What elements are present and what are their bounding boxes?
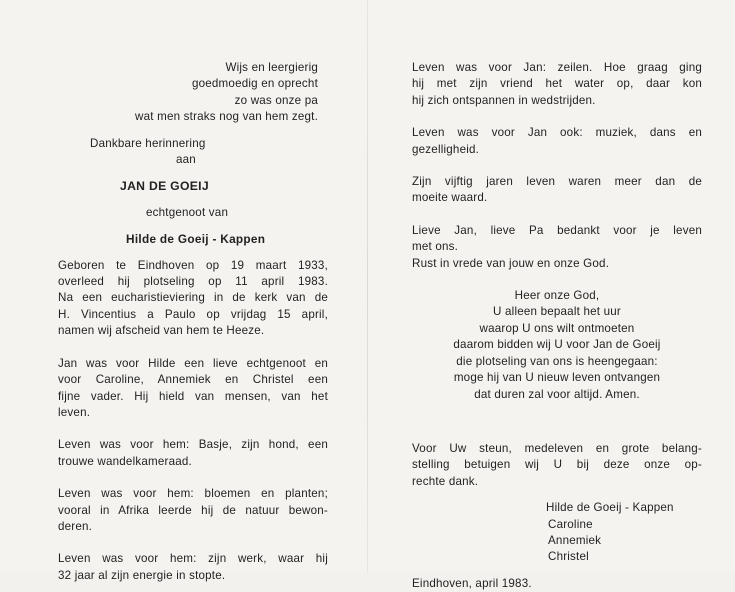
text-line: namen wij afscheid van hem te Heeze. <box>58 324 265 338</box>
place-date: Eindhoven, april 1983. <box>412 576 532 590</box>
memory-line: aan <box>176 153 196 167</box>
paragraph <box>412 60 702 109</box>
text-line: trouwe wandelkameraad. <box>58 454 192 468</box>
paragraph <box>412 174 702 207</box>
paragraph <box>58 437 328 470</box>
text-line: met ons. <box>412 240 459 254</box>
prayer-line: daarom bidden wij U voor Jan de Goeij <box>453 338 661 352</box>
deceased-name: JAN DE GOEIJ <box>120 179 209 194</box>
text-line: Voor Uw steun, medeleven en grote belang- <box>412 441 702 455</box>
prayer-line: U alleen bepaalt het uur <box>493 305 621 319</box>
text-line: 32 jaar al zijn energie in stopte. <box>58 568 226 582</box>
prayer-line: waarop U ons wilt ontmoeten <box>479 321 635 335</box>
spouse-of-label: echtgenoot van <box>146 205 229 219</box>
memory-line: Dankbare herinnering <box>90 136 206 150</box>
text-line: Na een eucharistieviering in de kerk van de <box>58 291 328 305</box>
paragraph <box>412 125 702 158</box>
left-page <box>58 60 328 584</box>
text-line: Leven was voor hem: bloemen en planten; <box>58 487 328 501</box>
text-line: Leven was voor hem: Basje, zijn hond, een <box>58 438 328 452</box>
family-name: Hilde de Goeij - Kappen <box>546 501 674 515</box>
right-page <box>412 60 702 592</box>
text-line: H. Vincentius a Paulo op vrijdag 15 april, <box>58 307 328 321</box>
poem-line: Wijs en leergierig <box>225 61 318 74</box>
text-line: Jan was voor Hilde een lieve echtgenoot en <box>58 356 328 370</box>
text-line: voor Caroline, Annemiek en Christel een <box>58 373 328 387</box>
text-line: Leven was voor hem: zijn werk, waar hij <box>58 552 328 566</box>
text-line: stelling betuigen wij U bij deze onze op- <box>412 458 702 472</box>
text-line: moeite waard. <box>412 191 488 205</box>
spouse-name: Hilde de Goeij - Kappen <box>126 232 266 247</box>
text-line: overleed hij plotseling op 11 april 1983. <box>58 275 328 289</box>
text-line: Geboren te Eindhoven op 19 maart 1933, <box>58 258 328 272</box>
text-line: leven. <box>58 405 91 419</box>
prayer-line: die plotseling van ons is heengegaan: <box>456 354 658 368</box>
prayer-line: moge hij van U nieuw leven ontvangen <box>453 371 661 385</box>
paragraph <box>58 486 328 535</box>
poem-line: zo was onze pa <box>234 93 318 107</box>
paragraph <box>58 356 328 422</box>
prayer <box>412 288 702 403</box>
prayer-line: Heer onze God, <box>514 289 600 303</box>
family-name: Caroline <box>548 517 593 531</box>
text-line: deren. <box>58 519 93 533</box>
text-line: Lieve Jan, lieve Pa bedankt voor je leven <box>412 223 702 237</box>
paragraph <box>58 551 328 584</box>
text-line: hij met zijn vriend het water op, daar kon <box>412 77 702 91</box>
poem-line: wat men straks nog van hem zegt. <box>135 110 318 124</box>
family-name: Annemiek <box>548 533 602 547</box>
family-name: Christel <box>548 550 589 564</box>
thanks-paragraph <box>412 441 702 490</box>
poem-line: goedmoedig en oprecht <box>191 77 318 91</box>
prayer-line: dat duren zal voor altijd. Amen. <box>474 387 640 401</box>
poem <box>58 60 328 126</box>
text-line: hij zich ontspannen in wedstrijden. <box>412 93 596 107</box>
text-line: vooral in Afrika leerde hij de natuur bewon- <box>58 503 328 517</box>
family-names <box>412 500 702 566</box>
card-fold <box>367 0 368 573</box>
text-line: Leven was voor Jan ook: muziek, dans en <box>412 126 702 140</box>
text-line: gezelligheid. <box>412 142 480 156</box>
text-line: rechte dank. <box>412 474 479 488</box>
memory-heading <box>58 136 328 169</box>
birth-death-paragraph <box>58 258 328 340</box>
text-line: Zijn vijftig jaren leven waren meer dan de <box>412 175 702 189</box>
text-line: Rust in vrede van jouw en onze God. <box>412 256 610 270</box>
text-line: Leven was voor Jan: zeilen. Hoe graag ging <box>412 61 702 74</box>
paragraph <box>412 223 702 272</box>
text-line: fijne vader. Hij hield van mensen, van het <box>58 389 328 403</box>
